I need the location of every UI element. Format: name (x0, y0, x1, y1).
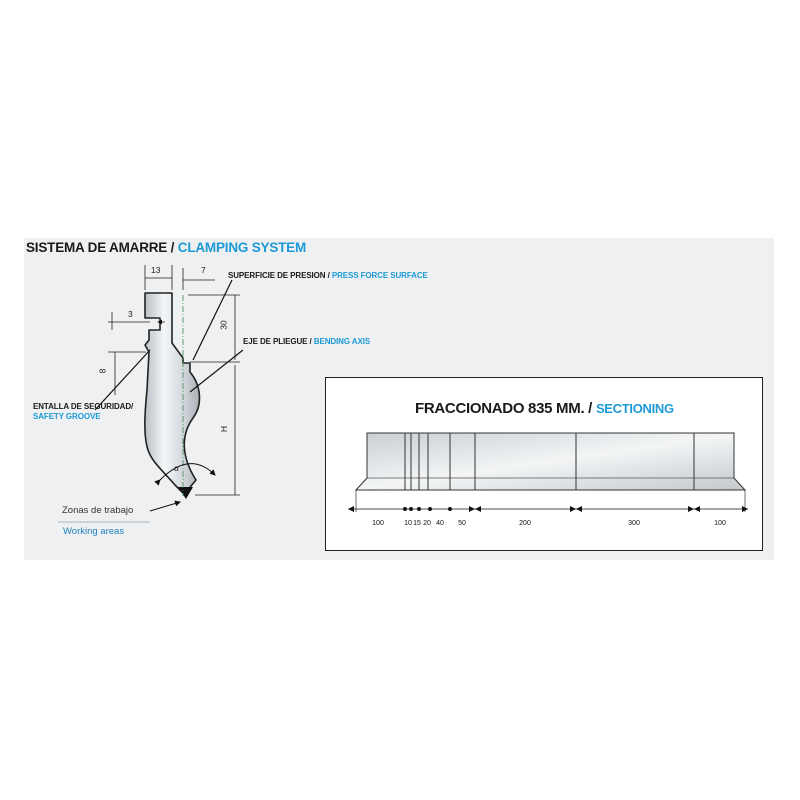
working-areas-en: Working areas (63, 526, 125, 537)
seg-label: 40 (436, 520, 444, 527)
seg-label: 100 (372, 520, 384, 527)
sectioning-title: FRACCIONADO 835 MM. / SECTIONING (415, 400, 674, 417)
seg-label: 10 (404, 520, 412, 527)
dim-3: 3 (128, 309, 133, 319)
label-safety-groove: ENTALLA DE SEGURIDAD/ SAFETY GROOVE (33, 402, 134, 421)
dim-h: H (219, 425, 230, 433)
section-bar (356, 433, 745, 490)
dim-alpha: α (174, 463, 179, 473)
seg-label: 100 (714, 520, 726, 527)
working-areas-es: Zonas de trabajo (62, 505, 134, 516)
dim-8: 8 (97, 368, 108, 374)
seg-label: 20 (423, 520, 431, 527)
dim-30: 30 (218, 320, 229, 330)
seg-label: 15 (413, 520, 421, 527)
page-title: SISTEMA DE AMARRE / CLAMPING SYSTEM (26, 240, 307, 255)
dim-7: 7 (201, 265, 206, 275)
seg-label: 300 (628, 520, 640, 527)
seg-label: 200 (519, 520, 531, 527)
seg-label: 50 (458, 520, 466, 527)
label-press-force: SUPERFICIE DE PRESION / PRESS FORCE SURFACE (228, 271, 428, 280)
dim-13: 13 (151, 265, 161, 275)
label-bending-axis: EJE DE PLIEGUE / BENDING AXIS (243, 337, 371, 346)
